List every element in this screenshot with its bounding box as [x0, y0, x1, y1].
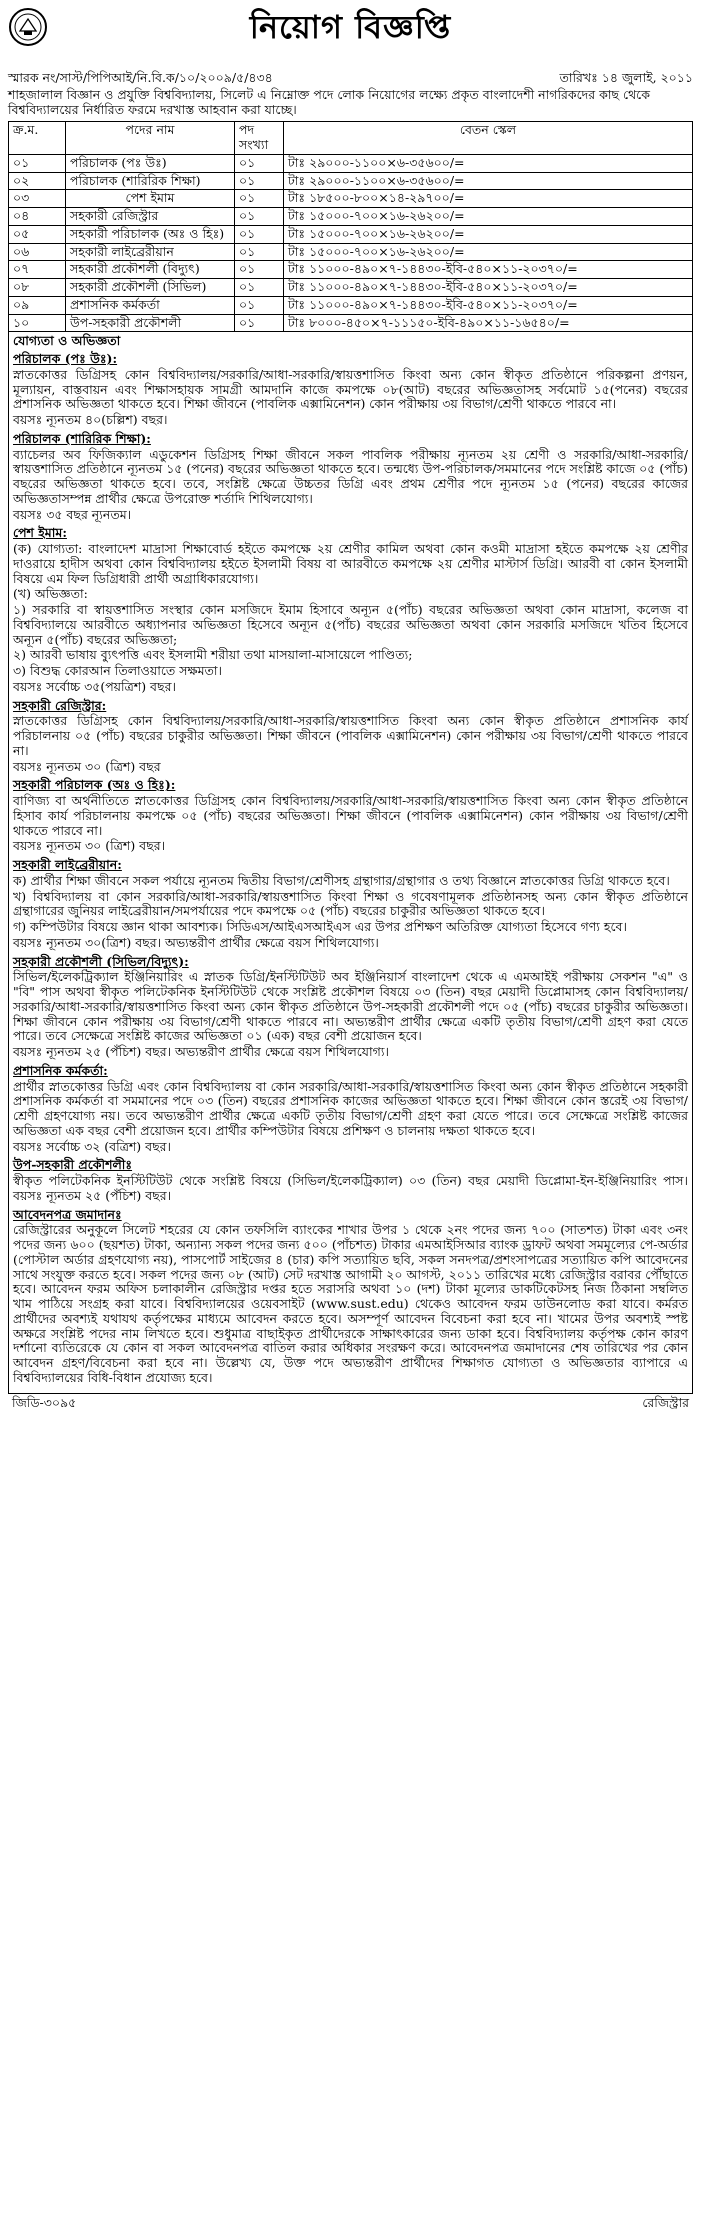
- cell-count: ০১: [235, 261, 284, 279]
- asst-librarian-a: ক) প্রার্থীর শিক্ষা জীবনে সকল পর্যায়ে ন্যূনতম দ্বিতীয় বিভাগ/শ্রেণীসহ গ্রন্থাগার/গ্রন্থাগার ও তথ্য বিজ্ঞানে স্নাতকোত্তর ডিগ্রি থাকতে হবে।: [13, 872, 670, 888]
- reference-row: [8, 71, 693, 86]
- notice-date: তারিখঃ ১৪ জুলাই, ২০১১: [559, 70, 693, 85]
- asst-librarian-age: বয়সঃ ন্যূনতম ৩০(ত্রিশ) বছর। অভ্যন্তরীণ প্রার্থীর ক্ষেত্রে বয়স শিথিলযোগ্য।: [13, 934, 379, 950]
- col-post-name: পদের নাম: [66, 122, 235, 155]
- director-pd-age: বয়সঃ ন্যূনতম ৪০(চল্লিশ) বছর।: [13, 412, 168, 427]
- cell-serial: ০৭: [9, 261, 66, 279]
- cell-scale: টাঃ ১১০০০-৪৯০×৭-১৪৪৩০-ইবি-৫৪০×১১-২০৩৭০/=: [284, 296, 693, 314]
- section-heading-sub-asst-engineer: উপ-সহকারী প্রকৌশলীঃ: [13, 1157, 133, 1173]
- sub-asst-engineer-body: স্বীকৃত পলিটেকনিক ইনস্টিটিউট থেকে সংশ্লিষ্ট বিষয়ে (সিভিল/ইলেকট্রিক্যাল) ০৩ (তিন) বছর মেয়াদী ডিপ্লোমা-ইন-ইঞ্জিনিয়ারিং পাস। বয়সঃ ন্যূনতম ২৫ (পঁচিশ) বছর।: [13, 1173, 688, 1203]
- table-row: [9, 208, 693, 226]
- asst-engineer-body: সিভিল/ইলেকট্রিক্যাল ইঞ্জিনিয়ারিং এ স্নাতক ডিগ্রি/ইনস্টিটিউট অব ইঞ্জিনিয়ার্স বাংলাদেশ থেকে এ এমআইই পরীক্ষায় সেকশন "এ" ও "বি" পাস অথবা স্বীকৃত পলিটেকনিক ইনস্টিটিউট থেকে সংশ্লিষ্ট প্রকৌশল বিষয়ে ০৩ (তিন) বছর মেয়াদী ডিপ্লোমাসহ কোন বিশ্ববিদ্যালয়/সরকারি/আধা-সরকারি/স্বায়ত্তশাসিত কিংবা অন্য কোন স্বীকৃত প্রতিষ্ঠানে উপ-সহকারী প্রকৌশলী পদে ০৫ (পাঁচ) বছরের চাকুরীর অভিজ্ঞতা। শিক্ষা জীবনে কোন পরীক্ষায় ৩য় বিভাগ/শ্রেণী থাকতে পারবে না। অভ্যন্তরীণ প্রার্থীর ক্ষেত্রে একটি তৃতীয় বিভাগ/শ্রেণী গ্রহণ করা যেতে পারে। তবে সেক্ষেত্রে সংশ্লিষ্ট কাজের অভিজ্ঞতা ০১ (এক) বছর বেশী প্রয়োজন হবে।: [13, 969, 688, 1044]
- table-header-row: [9, 122, 693, 155]
- col-serial: ক্র.ম.: [9, 122, 66, 155]
- section-heading-admin-officer: প্রশাসনিক কর্মকর্তা:: [13, 1062, 108, 1078]
- ad-code: জিডি-৩০৯৫: [12, 1394, 77, 1410]
- section-heading-asst-librarian: সহকারী লাইব্রেরীয়ান:: [13, 857, 122, 872]
- cell-scale: টাঃ ১১০০০-৪৯০×৭-১৪৪৩০-ইবি-৫৪০×১১-২০৩৭০/=: [284, 279, 693, 297]
- table-row: [9, 190, 693, 208]
- cell-post: সহকারী প্রকৌশলী (বিদ্যুৎ): [66, 261, 235, 279]
- section-heading-imam: পেশ ইমাম:: [13, 525, 67, 541]
- cell-scale: টাঃ ২৯০০০-১১০০×৬-৩৫৬০০/=: [284, 172, 693, 190]
- admin-officer-body: প্রার্থীর স্নাতকোত্তর ডিগ্রি এবং কোন বিশ্ববিদ্যালয় বা কোন সরকারি/আধা-সরকারি/স্বায়ত্তশাসিত কিংবা অন্য কোন স্বীকৃত প্রতিষ্ঠানে সহকারী প্রশাসনিক কর্মকর্তা বা সমমানের পদে ০৩ (তিন) বছরের প্রশাসনিক কাজের অভিজ্ঞতা থাকতে হবে। শিক্ষা জীবনে কোন স্তরেই ৩য় বিভাগ/শ্রেণী গ্রহণযোগ্য নয়। তবে অভ্যন্তরীণ প্রার্থীর ক্ষেত্রে একটি তৃতীয় বিভাগ/শ্রেণী গ্রহণ করা যেতে পারে। তবে সেক্ষেত্রে সংশ্লিষ্ট কাজের অভিজ্ঞতা এক বছর বেশী প্রয়োজন হবে। প্রার্থীর কম্পিউটার বিষয়ে প্রশিক্ষণ ও চালনায় দক্ষতা থাকতে হবে।: [13, 1078, 688, 1138]
- cell-serial: ০৫: [9, 225, 66, 243]
- cell-scale: টাঃ ১১০০০-৪৯০×৭-১৪৪৩০-ইবি-৫৪০×১১-২০৩৭০/=: [284, 261, 693, 279]
- asst-librarian-c: গ) কম্পিউটার বিষয়ে জ্ঞান থাকা আবশ্যক। সিডিএস/আইএসআইএস এর উপর প্রশিক্ষণ অতিরিক্ত যোগ্যতা হিসেবে গণ্য হবে।: [13, 919, 627, 934]
- cell-serial: ০৪: [9, 208, 66, 226]
- cell-post: পেশ ইমাম: [66, 190, 235, 208]
- cell-count: ০১: [235, 154, 284, 172]
- footer: [8, 1396, 693, 1411]
- imam-experience-3: ৩) বিশুদ্ধ কোরআন তিলাওয়াতে সক্ষমতা।: [13, 663, 223, 678]
- table-row: [9, 314, 693, 332]
- table-row: [9, 296, 693, 314]
- cell-count: ০১: [235, 225, 284, 243]
- table-row: [9, 279, 693, 297]
- section-heading-application: আবেদনপত্র জমাদানঃ: [13, 1206, 122, 1222]
- section-heading-asst-registrar: সহকারী রেজিস্ট্রার:: [13, 697, 107, 713]
- cell-post: সহকারী প্রকৌশলী (সিভিল): [66, 279, 235, 297]
- imam-qualification: (ক) যোগ্যতা: বাংলাদেশ মাদ্রাসা শিক্ষাবোর্ড হইতে কমপক্ষে ২য় শ্রেণীর কামিল অথবা কোন কওমী মাদ্রাসা হইতে কমপক্ষে ২য় শ্রেণীর দাওরায়ে হাদীস অথবা কোন বিশ্ববিদ্যালয় হইতে ইসলামী বিষয় বা আরবীতে কমপক্ষে ২য় শ্রেণীর মাস্টার্স ডিগ্রি। আরবী বা কোন ইসলামী বিষয়ে এম ফিল ডিগ্রিধারী প্রার্থী অগ্রাধিকারযোগ্য।: [13, 541, 688, 586]
- cell-post: পরিচালক (শারিরিক শিক্ষা): [66, 172, 235, 190]
- cell-post: উপ-সহকারী প্রকৌশলী: [66, 314, 235, 332]
- table-row: [9, 172, 693, 190]
- asst-director-ac-age: বয়সঃ ন্যূনতম ৩০ (ত্রিশ) বছর।: [13, 838, 166, 854]
- cell-count: ০১: [235, 296, 284, 314]
- director-pd-body: স্নাতকোত্তর ডিগ্রিসহ কোন বিশ্ববিদ্যালয়/সরকারি/আধা-সরকারি/স্বায়ত্তশাসিত কিংবা অন্য কোন স্বীকৃত প্রতিষ্ঠানে পরিকল্পনা প্রণয়ন, মূল্যায়ন, বাস্তবায়ন এবং শিক্ষাসহায়ক সামগ্রী আমদানি কাজে কমপক্ষে ০৮(আট) বছরের অভিজ্ঞতাসহ সর্বমোট ১৫(পনের) বছরের প্রশাসনিক অভিজ্ঞতা থাকতে হবে। শিক্ষা জীবনে (পাবলিক এক্সামিনেশন) কোন পরীক্ষায় ৩য় বিভাগ/শ্রেণী থাকতে পারবে না।: [13, 366, 688, 412]
- cell-serial: ১০: [9, 314, 66, 332]
- imam-experience-2: ২) আরবী ভাষায় ব্যুৎপত্তি এবং ইসলামী শরীয়া তথা মাসয়ালা-মাসায়েলে পাণ্ডিত্য;: [13, 647, 413, 663]
- admin-officer-age: বয়সঃ সর্বোচ্চ ৩২ (বত্রিশ) বছর।: [13, 1138, 172, 1154]
- cell-serial: ০৬: [9, 243, 66, 261]
- cell-count: ০১: [235, 314, 284, 332]
- cell-post: পরিচালক (পঃ উঃ): [66, 154, 235, 172]
- cell-scale: টাঃ ১৮৫০০-৮০০×১৪-২৯৭০০/=: [284, 190, 693, 208]
- cell-serial: ০৩: [9, 190, 66, 208]
- cell-post: সহকারী পরিচালক (অঃ ও হিঃ): [66, 225, 235, 243]
- cell-serial: ০৯: [9, 296, 66, 314]
- asst-registrar-age: বয়সঃ ন্যূনতম ৩০ (ত্রিশ) বছর: [13, 758, 161, 774]
- imam-experience-label: (খ) অভিজ্ঞতা:: [13, 586, 88, 602]
- cell-serial: ০২: [9, 172, 66, 190]
- cell-scale: টাঃ ১৫০০০-৭০০×১৬-২৬২০০/=: [284, 225, 693, 243]
- imam-age: বয়সঃ সর্বোচ্চ ৩৫(পয়ত্রিশ) বছর।: [13, 678, 176, 694]
- intro-text: শাহজালাল বিজ্ঞান ও প্রযুক্তি বিশ্ববিদ্যালয়, সিলেট এ নিম্নোক্ত পদে লোক নিয়োগের লক্ষ্যে প্রকৃত বাংলাদেশী নাগরিকদের কাছ থেকে বিশ্ববিদ্যালয়ের নির্ধারিত ফরমে দরখাস্ত আহবান করা যাচ্ছে।: [8, 86, 650, 117]
- asst-director-ac-body: বাণিজ্য বা অর্থনীতিতে স্নাতকোত্তর ডিগ্রিসহ কোন বিশ্ববিদ্যালয়/সরকারি/আধা-সরকারি/স্বায়ত্তশাসিত কিংবা অন্য কোন স্বীকৃত প্রতিষ্ঠানে হিসাব কার্য পরিচালনায় কমপক্ষে ০৫ (পাঁচ) বছরের অভিজ্ঞতা। শিক্ষা জীবনে (পাবলিক এক্সামিনেশন) কোন পরীক্ষায় ৩য় বিভাগ/শ্রেণী থাকতে পারবে না।: [13, 793, 688, 838]
- section-heading-asst-director-ac: সহকারী পরিচালক (অঃ ও হিঃ):: [13, 777, 176, 793]
- header: [8, 5, 693, 69]
- page-title: নিয়োগ বিজ্ঞপ্তি: [249, 8, 452, 46]
- cell-count: ০১: [235, 172, 284, 190]
- cell-count: ০১: [235, 243, 284, 261]
- table-row: [9, 261, 693, 279]
- cell-post: প্রশাসনিক কর্মকর্তা: [66, 296, 235, 314]
- posts-table: [8, 121, 693, 332]
- cell-serial: ০৮: [9, 279, 66, 297]
- signatory: রেজিস্ট্রার: [642, 1394, 689, 1410]
- application-body: রেজিস্ট্রারের অনুকূলে সিলেট শহরের যে কোন তফসিলি ব্যাংকের শাখার উপর ১ থেকে ২নং পদের জন্য ৭০০ (সাতশত) টাকা এবং ৩নং পদের জন্য ৬০০ (ছয়শত) টাকা, অন্যান্য সকল পদের জন্য ৫০০ (পাঁচশত) টাকার এমআইসিআর ব্যাংক ড্রাফট অথবা সমমূল্যের পে-অর্ডার (পোস্টাল অর্ডার গ্রহণযোগ্য নয়), পাসপোর্ট সাইজের ৪ (চার) কপি সত্যায়িত ছবি, সকল সনদপত্র/প্রশংসাপত্রের সত্যায়িত কপি আবেদনের সাথে সংযুক্ত করতে হবে। সকল পদের জন্য ০৮ (আট) সেট দরখাস্ত আগামী ২০ আগস্ট, ২০১১ তারিখের মধ্যে রেজিস্ট্রার বরাবর পৌঁছাতে হবে। আবেদন ফরম অফিস চলাকালীন রেজিস্ট্রার দপ্তর হতে সরাসরি অথবা ১০ (দশ) টাকা মূল্যের ডাকটিকেটসহ নিজ ঠিকানা সম্বলিত খাম পাঠিয়ে সংগ্রহ করা যাবে। বিশ্ববিদ্যালয়ের ওয়েবসাইট (www.sust.edu) থেকেও আবেদন ফরম ডাউনলোড করা যাবে। কর্মরত প্রার্থীদের অবশ্যই যথাযথ কর্তৃপক্ষের মাধ্যমে আবেদন করতে হবে। অসম্পূর্ণ আবেদন বিবেচনা করা হবে না। খামের উপর অবশ্যই স্পষ্ট অক্ষরে সংশ্লিষ্ট পদের নাম লিখতে হবে। শুধুমাত্র বাছাইকৃত প্রার্থীদেরকে সাক্ষাৎকারের জন্য ডাকা হবে। বিশ্ববিদ্যালয় কর্তৃপক্ষ কোন কারণ দর্শানো ব্যতিরেকে যে কোন বা সকল আবেদনপত্র বাতিল করার অধিকার সংরক্ষণ করে। আবেদনপত্র জমাদানের শেষ তারিখের পর কোন আবেদন গ্রহণ/বিবেচনা করা হবে না। উল্লেখ্য যে, উক্ত পদে অভ্যন্তরীণ প্রার্থীদের শিক্ষাগত যোগ্যতা ও অভিজ্ঞতার ব্যাপারে এ বিশ্ববিদ্যালয়ের বিধি-বিধান প্রযোজ্য হবে।: [13, 1222, 688, 1385]
- col-post-count: পদ সংখ্যা: [235, 122, 284, 155]
- cell-count: ০১: [235, 190, 284, 208]
- cell-serial: ০১: [9, 154, 66, 172]
- cell-count: ০১: [235, 279, 284, 297]
- cell-scale: টাঃ ২৯০০০-১১০০×৬-৩৫৬০০/=: [284, 154, 693, 172]
- asst-engineer-age: বয়সঃ ন্যূনতম ২৫ (পঁচিশ) বছর। অভ্যন্তরীণ প্রার্থীর ক্ষেত্রে বয়স শিথিলযোগ্য।: [13, 1044, 389, 1059]
- director-pe-body: ব্যাচেলর অব ফিজিক্যাল এডুকেশন ডিগ্রিসহ শিক্ষা জীবনে সকল পাবলিক পরীক্ষায় ন্যূনতম ২য় শ্রেণী ও সরকারি/আধা-সরকারি/স্বায়ত্তশাসিত প্রতিষ্ঠানে ন্যূনতম ১৫ (পনের) বছরের অভিজ্ঞতা থাকতে হবে। তন্মধ্যে উপ-পরিচালক/সমমানের পদে সংশ্লিষ্ট কাজে ০৫ (পাঁচ) বছরের অভিজ্ঞতা থাকতে হবে। তবে, সংশ্লিষ্ট ক্ষেত্রে উচ্চতর ডিগ্রি এবং প্রথম শ্রেণীর পদে ন্যূনতম ১৫ (পনের) বছরের কাজের অভিজ্ঞতাসম্পন্ন প্রার্থীর ক্ষেত্রে উপরোক্ত শর্তাদি শিথিলযোগ্য।: [13, 446, 688, 506]
- imam-experience-1: ১) সরকারি বা স্বায়ত্তশাসিত সংস্থার কোন মসজিদে ইমাম হিসাবে অন্যূন ৫(পাঁচ) বছরের অভিজ্ঞতা অথবা কোন মাদ্রাসা, কলেজ বা বিশ্ববিদ্যালয়ে আরবীতে অধ্যাপনার অভিজ্ঞতা হিসেবে অন্যূন ৫(পাঁচ) বছরের অভিজ্ঞতা অথবা কোন সরকারি মসজিদে খতিব হিসেবে অন্যূন ৫(পাঁচ) বছরের অভিজ্ঞতা;: [13, 602, 688, 647]
- cell-scale: টাঃ ১৫০০০-৭০০×১৬-২৬২০০/=: [284, 208, 693, 226]
- section-heading-asst-engineer: সহকারী প্রকৌশলী (সিভিল/বিদ্যুৎ):: [13, 953, 189, 969]
- cell-scale: টাঃ ১৫০০০-৭০০×১৬-২৬২০০/=: [284, 243, 693, 261]
- cell-count: ০১: [235, 208, 284, 226]
- cell-post: সহকারী লাইব্রেরীয়ান: [66, 243, 235, 261]
- col-pay-scale: বেতন স্কেল: [284, 122, 693, 155]
- section-heading-director-pe: পরিচালক (শারিরিক শিক্ষা):: [13, 430, 151, 446]
- cell-scale: টাঃ ৮০০০-৪৫০×৭-১১১৫০-ইবি-৪৯০×১১-১৬৫৪০/=: [284, 314, 693, 332]
- qualifications-section: [8, 332, 693, 1393]
- memo-number: স্মারক নং/সাস্ট/পিপিআই/নি.বি.ক/১০/২০০৯/৫/৪৩৪: [8, 70, 273, 85]
- asst-librarian-b: খ) বিশ্ববিদ্যালয় বা কোন সরকারি/আধা-সরকারি/স্বায়ত্তশাসিত কিংবা শিক্ষা ও গবেষণামূলক প্রতিষ্ঠানসহ অন্য কোন স্বীকৃত প্রতিষ্ঠানে গ্রন্থাগারের জুনিয়র লাইব্রেরীয়ান/সমপর্যায়ের পদে কমপক্ষে ০৫ (পাঁচ) বছরের চাকুরীর অভিজ্ঞতা থাকতে হবে।: [13, 888, 688, 919]
- recruitment-notice: [8, 5, 693, 2209]
- asst-registrar-body: স্নাতকোত্তর ডিগ্রিসহ কোন বিশ্ববিদ্যালয়/সরকারি/আধা-সরকারি/স্বায়ত্তশাসিত কিংবা অন্য কোন স্বীকৃত প্রতিষ্ঠানে প্রশাসনিক কার্য পরিচালনায় ০৫ (পাঁচ) বছরের চাকুরীর অভিজ্ঞতা। শিক্ষা জীবনে (পাবলিক এক্সামিনেশন) কোন পরীক্ষায় ৩য় বিভাগ/শ্রেণী থাকতে পারবে না।: [13, 713, 688, 758]
- table-row: [9, 225, 693, 243]
- section-heading-director-pd: পরিচালক (পঃ উঃ):: [13, 351, 118, 366]
- director-pe-age: বয়সঃ ৩৫ বছর ন্যূনতম।: [13, 506, 132, 522]
- table-row: [9, 154, 693, 172]
- qualifications-heading: যোগ্যতা ও অভিজ্ঞতা: [13, 333, 121, 349]
- cell-post: সহকারী রেজিস্ট্রার: [66, 208, 235, 226]
- table-row: [9, 243, 693, 261]
